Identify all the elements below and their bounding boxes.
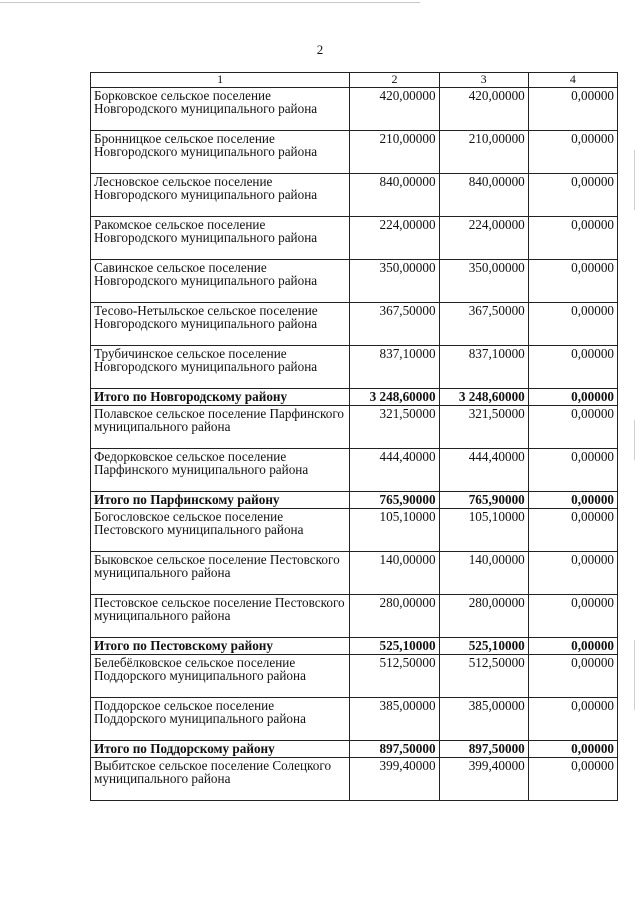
total-row [91, 389, 618, 406]
amount-cell: 837,10000 [439, 346, 528, 389]
amount-cell: 140,00000 [439, 552, 528, 595]
column-header: 4 [528, 73, 617, 88]
amount-cell: 0,00000 [528, 449, 617, 492]
amount-cell: 525,10000 [350, 638, 439, 655]
edge-mark [634, 150, 635, 210]
table-row [91, 260, 618, 303]
amount-cell: 399,40000 [350, 758, 439, 801]
table-row [91, 509, 618, 552]
column-header: 3 [439, 73, 528, 88]
amount-cell: 765,90000 [350, 492, 439, 509]
table-row [91, 174, 618, 217]
amount-cell: 0,00000 [528, 595, 617, 638]
table-row [91, 406, 618, 449]
amount-cell: 0,00000 [528, 346, 617, 389]
settlement-name-cell: Богословское сельское поселение Пестовского муниципального района [91, 509, 350, 552]
settlement-name-cell: Поддорское сельское поселение Поддорского муниципального района [91, 698, 350, 741]
column-header: 1 [91, 73, 350, 88]
table-row [91, 655, 618, 698]
amount-cell: 367,50000 [350, 303, 439, 346]
amount-cell: 444,40000 [350, 449, 439, 492]
amount-cell: 350,00000 [350, 260, 439, 303]
settlement-name-cell: Борковское сельское поселение Новгородского муниципального района [91, 88, 350, 131]
table-row [91, 449, 618, 492]
amount-cell: 3 248,60000 [439, 389, 528, 406]
amount-cell: 420,00000 [350, 88, 439, 131]
amount-cell: 0,00000 [528, 260, 617, 303]
amount-cell: 321,50000 [350, 406, 439, 449]
settlement-name-cell: Итого по Парфинскому району [91, 492, 350, 509]
table-row [91, 346, 618, 389]
amount-cell: 0,00000 [528, 655, 617, 698]
amount-cell: 105,10000 [439, 509, 528, 552]
amount-cell: 444,40000 [439, 449, 528, 492]
amount-cell: 367,50000 [439, 303, 528, 346]
total-row [91, 492, 618, 509]
amount-cell: 0,00000 [528, 217, 617, 260]
table-row [91, 758, 618, 801]
settlement-name-cell: Савинское сельское поселение Новгородского муниципального района [91, 260, 350, 303]
amount-cell: 512,50000 [439, 655, 528, 698]
amount-cell: 385,00000 [439, 698, 528, 741]
amount-cell: 0,00000 [528, 406, 617, 449]
amount-cell: 0,00000 [528, 698, 617, 741]
settlement-name-cell: Итого по Новгородскому району [91, 389, 350, 406]
amount-cell: 897,50000 [350, 741, 439, 758]
settlement-name-cell: Пестовское сельское поселение Пестовского муниципального района [91, 595, 350, 638]
amount-cell: 765,90000 [439, 492, 528, 509]
total-row [91, 638, 618, 655]
amount-cell: 210,00000 [350, 131, 439, 174]
page-number: 2 [316, 42, 324, 57]
settlement-name-cell: Федорковское сельское поселение Парфинского муниципального района [91, 449, 350, 492]
amount-cell: 0,00000 [528, 389, 617, 406]
amount-cell: 385,00000 [350, 698, 439, 741]
settlement-name-cell: Белебёлковское сельское поселение Поддорского муниципального района [91, 655, 350, 698]
amount-cell: 0,00000 [528, 741, 617, 758]
table-row [91, 131, 618, 174]
amount-cell: 140,00000 [350, 552, 439, 595]
settlement-name-cell: Итого по Пестовскому району [91, 638, 350, 655]
settlement-name-cell: Полавское сельское поселение Парфинского муниципального района [91, 406, 350, 449]
settlement-name-cell: Быковское сельское поселение Пестовского муниципального района [91, 552, 350, 595]
amount-cell: 0,00000 [528, 552, 617, 595]
table-row [91, 595, 618, 638]
amount-cell: 280,00000 [350, 595, 439, 638]
amount-cell: 837,10000 [350, 346, 439, 389]
edge-mark [634, 640, 635, 710]
amount-cell: 420,00000 [439, 88, 528, 131]
settlement-name-cell: Ракомское сельское поселение Новгородского муниципального района [91, 217, 350, 260]
table-row [91, 552, 618, 595]
amount-cell: 840,00000 [439, 174, 528, 217]
table-row [91, 698, 618, 741]
amount-cell: 224,00000 [439, 217, 528, 260]
amount-cell: 105,10000 [350, 509, 439, 552]
amount-cell: 3 248,60000 [350, 389, 439, 406]
amount-cell: 280,00000 [439, 595, 528, 638]
amount-cell: 0,00000 [528, 174, 617, 217]
amount-cell: 0,00000 [528, 638, 617, 655]
table-row [91, 88, 618, 131]
amount-cell: 350,00000 [439, 260, 528, 303]
amount-cell: 840,00000 [350, 174, 439, 217]
amount-cell: 399,40000 [439, 758, 528, 801]
amount-cell: 512,50000 [350, 655, 439, 698]
settlement-name-cell: Итого по Поддорскому району [91, 741, 350, 758]
budget-table [90, 72, 618, 801]
amount-cell: 224,00000 [350, 217, 439, 260]
amount-cell: 321,50000 [439, 406, 528, 449]
top-rule [0, 2, 420, 3]
settlement-name-cell: Лесновское сельское поселение Новгородского муниципального района [91, 174, 350, 217]
amount-cell: 0,00000 [528, 509, 617, 552]
amount-cell: 0,00000 [528, 303, 617, 346]
column-header: 2 [350, 73, 439, 88]
amount-cell: 0,00000 [528, 131, 617, 174]
amount-cell: 210,00000 [439, 131, 528, 174]
amount-cell: 525,10000 [439, 638, 528, 655]
edge-mark [634, 420, 635, 460]
table-row [91, 217, 618, 260]
amount-cell: 0,00000 [528, 492, 617, 509]
header-row [91, 73, 618, 88]
settlement-name-cell: Бронницкое сельское поселение Новгородского муниципального района [91, 131, 350, 174]
settlement-name-cell: Тесово-Нетыльское сельское поселение Новгородского муниципального района [91, 303, 350, 346]
amount-cell: 0,00000 [528, 758, 617, 801]
settlement-name-cell: Выбитское сельское поселение Солецкого муниципального района [91, 758, 350, 801]
table-row [91, 303, 618, 346]
amount-cell: 0,00000 [528, 88, 617, 131]
amount-cell: 897,50000 [439, 741, 528, 758]
total-row [91, 741, 618, 758]
settlement-name-cell: Трубичинское сельское поселение Новгородского муниципального района [91, 346, 350, 389]
